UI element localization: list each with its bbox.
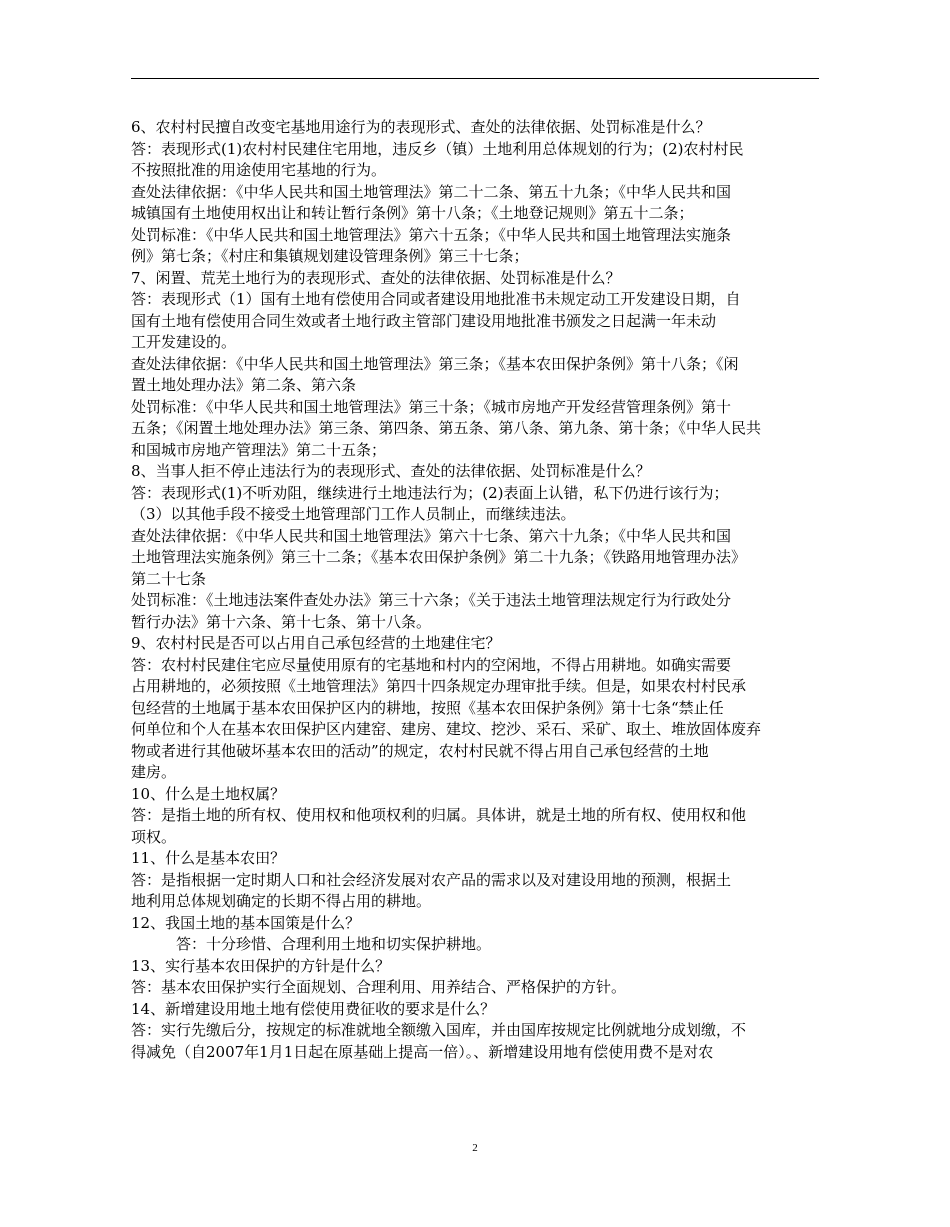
text-line: 答：十分珍惜、合理利用土地和切实保护耕地。: [176, 935, 492, 953]
text-line: 查处法律依据：《中华人民共和国土地管理法》第三条；《基本农田保护条例》第十八条；《闲: [131, 354, 739, 373]
text-line: 暂行办法》第十六条、第十七条、第十八条。: [131, 612, 432, 631]
text-line: 占用耕地的，必须按照《土地管理法》第四十四条规定办理审批手续。但是，如果农村村民承: [131, 677, 747, 695]
text-line: 城镇国有土地使用权出让和转让暂行条例》第十八条；《土地登记规则》第五十二条；: [131, 204, 694, 222]
text-line: 答：基本农田保护实行全面规划、合理利用、用养结合、严格保护的方针。: [131, 978, 627, 996]
text-line: 6、农村村民擅自改变宅基地用途行为的表现形式、查处的法律依据、处罚标准是什么？: [131, 118, 711, 136]
text-line: 五条；《闲置土地处理办法》第三条、第四条、第五条、第八条、第九条、第十条；《中华人民共: [131, 419, 762, 437]
header-rule: [131, 78, 819, 79]
text-line: 建房。: [131, 763, 177, 781]
text-line: 得减免（自2007年1月1日起在原基础上提高一倍）。、新增建设用地有偿使用费不是对农: [131, 1042, 714, 1061]
text-line: 9、农村村民是否可以占用自己承包经营的土地建住宅？: [131, 634, 501, 652]
text-line: 处罚标准：《中华人民共和国土地管理法》第三十条；《城市房地产开发经营管理条例》第十: [131, 397, 732, 416]
text-line: 11、什么是基本农田？: [131, 849, 286, 867]
text-line: 10、什么是土地权属？: [131, 784, 286, 803]
text-line: 答：表现形式（1）国有土地有偿使用合同或者建设用地批准书未规定动工开发建设日期，自: [131, 290, 741, 308]
text-line: 答：是指土地的所有权、使用权和他项权利的归属。具体讲，就是土地的所有权、使用权和他: [131, 806, 747, 824]
text-line: 处罚标准：《土地违法案件查处办法》第三十六条；《关于违法土地管理法规定行为行政处分: [131, 591, 732, 609]
text-line: （3）以其他手段不接受土地管理部门工作人员制止，而继续违法。: [131, 505, 576, 523]
text-line: 项权。: [131, 827, 177, 846]
text-line: 14、新增建设用地土地有偿使用费征收的要求是什么？: [131, 999, 496, 1018]
text-line: 物或者进行其他破坏基本农田的活动”的规定，农村村民就不得占用自己承包经营的土地: [131, 741, 709, 760]
text-line: 和国城市房地产管理法》第二十五条；: [131, 440, 387, 459]
text-line: 查处法律依据：《中华人民共和国土地管理法》第二十二条、第五十九条；《中华人民共和国: [131, 182, 732, 201]
text-line: 12、我国土地的基本国策是什么？: [131, 913, 361, 932]
text-line: 工开发建设的。: [131, 333, 237, 351]
text-line: 答：表现形式(1)农村村民建住宅用地，违反乡（镇）土地利用总体规划的行为；(2)农村村民: [131, 139, 744, 158]
text-line: 第二十七条: [131, 569, 207, 588]
text-line: 地利用总体规划确定的长期不得占用的耕地。: [131, 892, 432, 910]
text-line: 置土地处理办法》第二条、第六条: [131, 376, 357, 394]
text-line: 处罚标准：《中华人民共和国土地管理法》第六十五条；《中华人民共和国土地管理法实施条: [131, 225, 732, 244]
text-line: 答：农村村民建住宅应尽量使用原有的宅基地和村内的空闲地，不得占用耕地。如确实需要: [131, 655, 732, 674]
text-line: 国有土地有偿使用合同生效或者土地行政主管部门建设用地批准书颁发之日起满一年未动: [131, 311, 717, 330]
document-body: [131, 117, 821, 1063]
text-line: 7、闲置、荒芜土地行为的表现形式、查处的法律依据、处罚标准是什么？: [131, 268, 621, 287]
text-line: 查处法律依据：《中华人民共和国土地管理法》第六十七条、第六十九条；《中华人民共和国: [131, 526, 732, 545]
text-line: 8、当事人拒不停止违法行为的表现形式、查处的法律依据、处罚标准是什么？: [131, 462, 651, 480]
text-line: 土地管理法实施条例》第三十二条；《基本农田保护条例》第二十九条；《铁路用地管理办法》: [131, 548, 747, 566]
text-line: 答：实行先缴后分，按规定的标准就地全额缴入国库，并由国库按规定比例就地分成划缴，不: [131, 1021, 747, 1039]
text-line: 13、实行基本农田保护的方针是什么？: [131, 956, 391, 975]
text-line: 答：是指根据一定时期人口和社会经济发展对农产品的需求以及对建设用地的预测，根据土: [131, 870, 732, 889]
page-number: 2: [472, 1142, 478, 1154]
text-line: 例》第七条；《村庄和集镇规划建设管理条例》第三十七条；: [131, 247, 529, 265]
text-line: 不按照批准的用途使用宅基地的行为。: [131, 161, 387, 179]
text-line: 答：表现形式(1)不听劝阻，继续进行土地违法行为；(2)表面上认错，私下仍进行该行为；: [131, 483, 729, 502]
text-line: 包经营的土地属于基本农田保护区内的耕地，按照《基本农田保护条例》第十七条“禁止任: [131, 698, 724, 717]
text-line: 何单位和个人在基本农田保护区内建窑、建房、建坟、挖沙、采石、采矿、取土、堆放固体废弃: [131, 720, 762, 738]
